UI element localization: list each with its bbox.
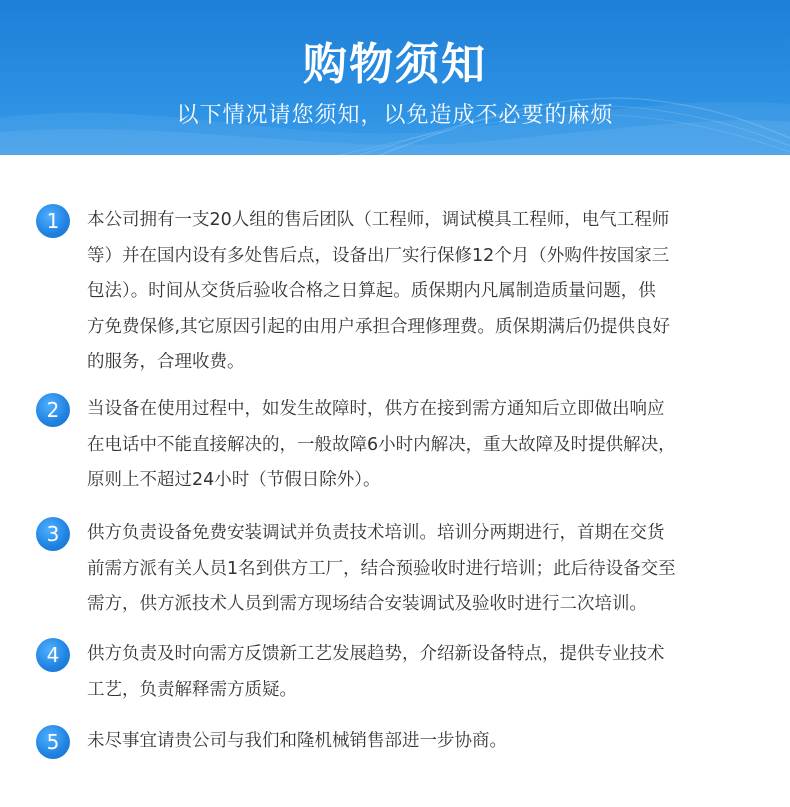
item-text: 供方负责设备免费安装调试并负责技术培训。培训分两期进行，首期在交货 前需方派有关人员1名到供方工厂，结合预验收时进行培训；此后待设备交至 需方，供方派技术人员到需方现场结合安装调试及验收时进行二次培训。 <box>87 523 676 614</box>
item-text: 本公司拥有一支20人组的售后团队（工程师，调试模具工程师，电气工程师 等）并在国内设有多处售后点，设备出厂实行保修12个月（外购件按国家三 包法）。时间从交货后验收合格之日算起。质保期内凡属制造质量问题，供 方免费保修,其它原因引起的由用户承担合理修理费。质保期满后仍提供良好 的服务，合理收费。 <box>87 210 671 372</box>
page-title: 购物须知 <box>303 39 487 90</box>
number-badge: 4 <box>36 638 70 672</box>
number-badge: 5 <box>36 725 70 759</box>
page-subtitle: 以下情况请您须知，以免造成不必要的麻烦 <box>176 103 614 128</box>
item-text: 未尽事宜请贵公司与我们和隆机械销售部进一步协商。 <box>87 731 507 751</box>
item-text: 当设备在使用过程中，如发生故障时，供方在接到需方通知后立即做出响应 在电话中不能直接解决的，一般故障6小时内解决，重大故障及时提供解决， 原则上不超过24小时（节假日除外）。 <box>87 399 676 490</box>
number-badge: 1 <box>36 204 70 238</box>
number-badge: 3 <box>36 517 70 551</box>
item-text: 供方负责及时向需方反馈新工艺发展趋势，介绍新设备特点，提供专业技术 工艺，负责解释需方质疑。 <box>87 644 665 700</box>
number-badge: 2 <box>36 393 70 427</box>
